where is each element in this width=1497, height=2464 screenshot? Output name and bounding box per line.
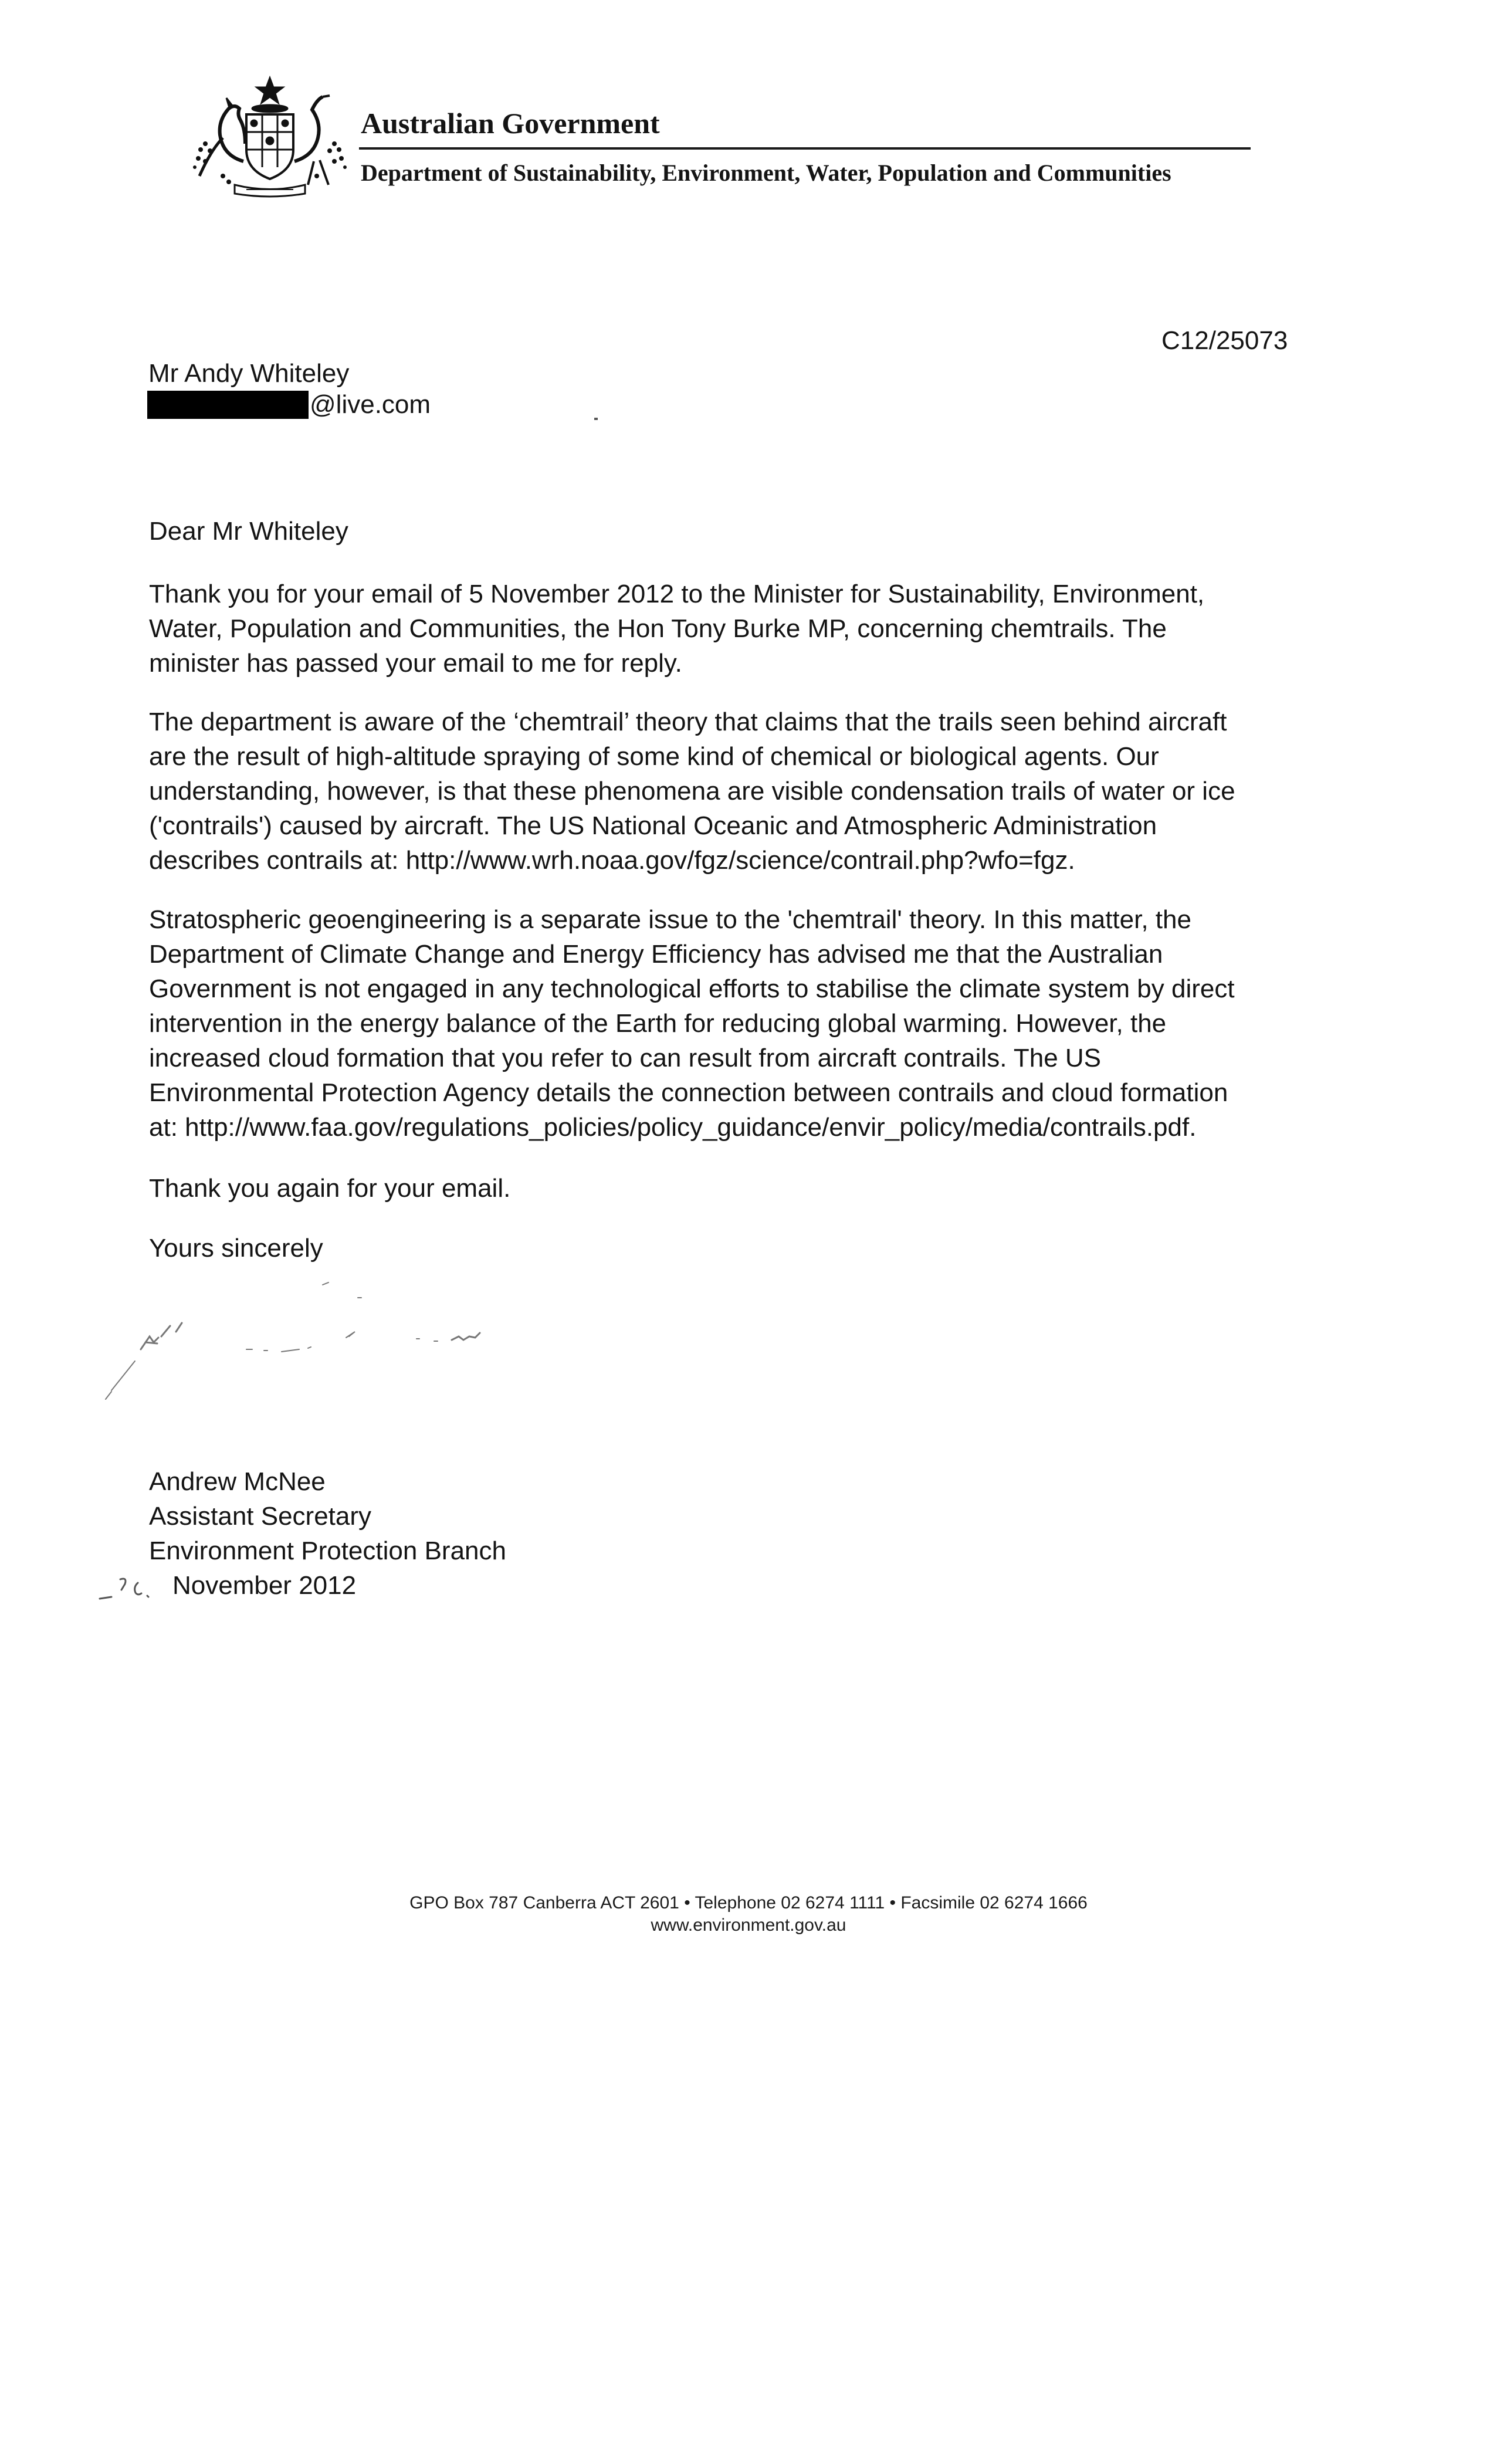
redaction-bar [147,391,309,419]
paragraph-line: Water, Population and Communities, the Hon Tony Burke MP, concerning chemtrails. The [149,614,1167,643]
footer-telephone: Telephone 02 6274 1111 [695,1893,885,1913]
paragraph-line: intervention in the energy balance of the Earth for reducing global warming. However, the [149,1009,1167,1038]
signatory-title: Assistant Secretary [149,1502,372,1531]
valediction: Yours sincerely [149,1234,323,1263]
letterhead-divider [359,147,1251,150]
footer-facsimile: Facsimile 02 6274 1666 [900,1893,1088,1913]
paragraph-line: at: http://www.faa.gov/regulations_policies/policy_guidance/envir_policy/media/contrails.pdf. [149,1113,1197,1142]
signatory-name: Andrew McNee [149,1467,326,1496]
recipient-email [147,387,431,422]
department-name: Department of Sustainability, Environment, Water, Population and Communities [361,160,1171,186]
reference-number: C12/25073 [1161,326,1288,355]
recipient-name: Mr Andy Whiteley [148,359,350,388]
handwritten-date-mark [97,1572,155,1605]
paragraph-3 [149,902,1322,1145]
paragraph-line: The department is aware of the ‘chemtrail’ theory that claims that the trails seen behind aircraft [149,708,1227,736]
letter-footer [0,1892,1497,1937]
paragraph-line: understanding, however, is that these phenomena are visible condensation trails of water or ice [149,777,1235,805]
coat-of-arms-icon [188,73,352,199]
signatory-branch: Environment Protection Branch [149,1536,506,1565]
handwritten-signature [88,1267,616,1414]
salutation: Dear Mr Whiteley [149,517,348,546]
footer-website: www.environment.gov.au [651,1915,846,1935]
letter-date [149,1568,506,1603]
scan-speck [594,418,598,420]
paragraph-line: Stratospheric geoengineering is a separate issue to the 'chemtrail' theory. In this matter, the [149,905,1191,934]
paragraph-line: Environmental Protection Agency details the connection between contrails and cloud formation [149,1078,1228,1107]
letter-date-text: November 2012 [172,1571,357,1600]
paragraph-line: increased cloud formation that you refer to can result from aircraft contrails. The US [149,1044,1102,1072]
signature-block [149,1464,506,1603]
email-domain: @live.com [310,390,431,419]
paragraph-line: Department of Climate Change and Energy Efficiency has advised me that the Australian [149,940,1163,969]
paragraph-1 [149,577,1322,681]
paragraph-line: Government is not engaged in any technological efforts to stabilise the climate system by direct [149,974,1235,1003]
footer-address: GPO Box 787 Canberra ACT 2601 [409,1893,679,1913]
paragraph-line: ('contrails') caused by aircraft. The US National Oceanic and Atmospheric Administration [149,811,1157,840]
paragraph-line: describes contrails at: http://www.wrh.noaa.gov/fgz/science/contrail.php?wfo=fgz. [149,846,1075,875]
footer-contact-line: GPO Box 787 Canberra ACT 2601 • Telephone 02 6274 1111 • Facsimile 02 6274 1666 [409,1893,1088,1913]
closing-thanks: Thank you again for your email. [149,1174,511,1203]
organisation-name: Australian Government [361,107,660,140]
paragraph-line: are the result of high-altitude spraying of some kind of chemical or biological agents. Our [149,742,1159,771]
paragraph-2 [149,705,1322,878]
paragraph-line: minister has passed your email to me for reply. [149,649,682,678]
paragraph-line: Thank you for your email of 5 November 2012 to the Minister for Sustainability, Environment, [149,580,1205,608]
